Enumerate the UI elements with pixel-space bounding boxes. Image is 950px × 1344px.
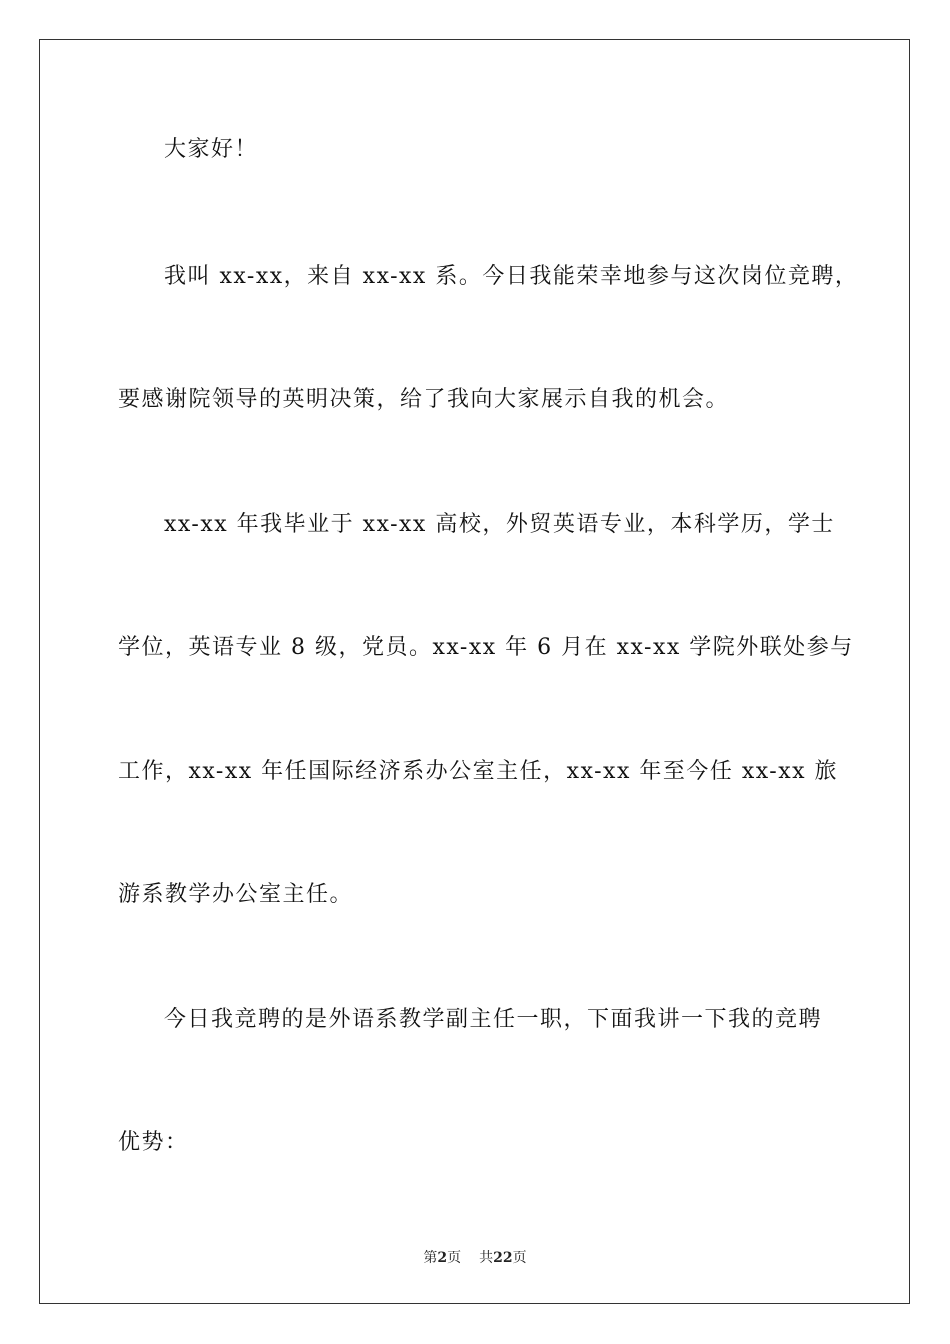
paragraph-1-line-1: 我叫 xx-xx，来自 xx-xx 系。今日我能荣幸地参与这次岗位竞聘， (164, 264, 859, 289)
page-footer (0, 1248, 950, 1268)
page-number: 2 (437, 1250, 448, 1266)
paragraph-2-line-3: 工作，xx-xx 年任国际经济系办公室主任，xx-xx 年至今任 xx-xx 旅 (118, 759, 839, 784)
total-pages: 22 (493, 1250, 513, 1266)
page-border (39, 39, 910, 1304)
paragraph-3-line-1: 今日我竞聘的是外语系教学副主任一职，下面我讲一下我的竞聘 (164, 1007, 823, 1032)
page-suffix: 页 (447, 1250, 462, 1266)
paragraph-2-line-4: 游系教学办公室主任。 (118, 882, 354, 907)
paragraph-2-line-1: xx-xx 年我毕业于 xx-xx 高校，外贸英语专业，本科学历，学士 (164, 512, 835, 537)
paragraph-1-line-2: 要感谢院领导的英明决策，给了我向大家展示自我的机会。 (118, 387, 730, 412)
paragraph-3-line-2: 优势： (118, 1130, 189, 1155)
total-prefix: 共 (479, 1250, 494, 1266)
paragraph-2-line-2: 学位，英语专业 8 级，党员。xx-xx 年 6 月在 xx-xx 学院外联处参与 (118, 635, 854, 660)
total-suffix: 页 (512, 1250, 527, 1266)
greeting-line: 大家好！ (164, 137, 259, 162)
page-prefix: 第 (423, 1250, 438, 1266)
